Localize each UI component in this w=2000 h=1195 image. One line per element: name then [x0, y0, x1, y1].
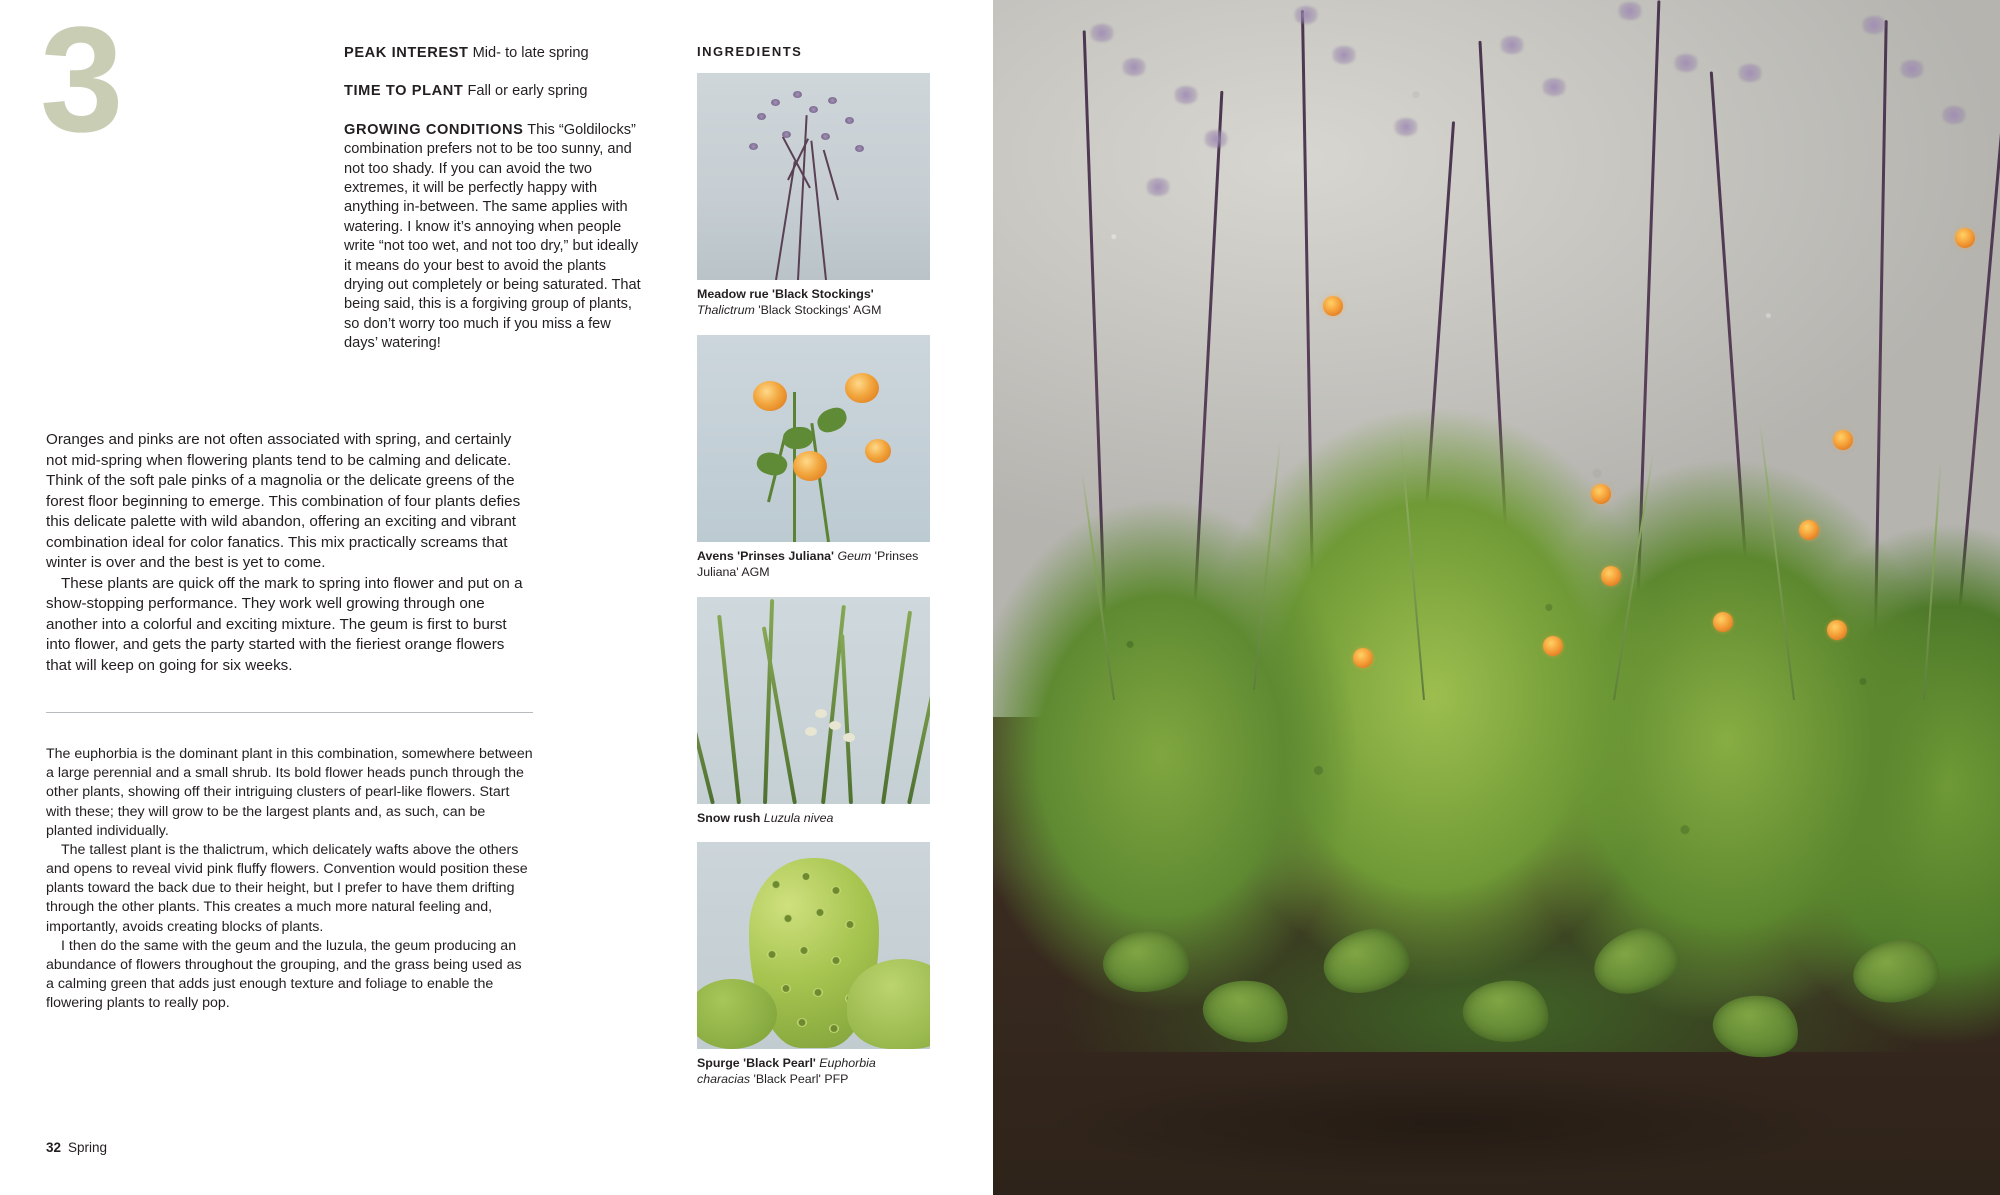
fact-value: This “Goldilocks” combination prefers not to be too sunny, and not too shady. If you can avoid the two extremes, it will be perfectly happy with anything in-between. The same applies with watering. I know it’s annoying when people write “not too wet, and not too dry,” but ideally it means do your best to avoid the plants drying out completely or being saturated. That being said, this is a forgiving group of plants, so don’t worry too much if you miss a few days’ watering! — [344, 121, 641, 352]
paragraph: The tallest plant is the thalictrum, which delicately wafts above the others and opens to reveal vivid pink fluffy flowers. Convention would position these plants toward the back due to their height, but I prefer to have them drifting through the other plants. This creates a much more natural feeling and, importantly, avoids creating blocks of plants. — [46, 841, 528, 935]
thalictrum-flower — [1121, 58, 1147, 76]
body-text-lower — [46, 745, 533, 1013]
thalictrum-flower — [1145, 178, 1171, 196]
body-text-upper — [46, 430, 533, 676]
ingredients-column — [697, 44, 930, 1104]
thalictrum-flower — [1203, 130, 1229, 148]
list-item — [697, 597, 930, 827]
plant-latin-name: Euphorbia characias — [697, 1056, 876, 1087]
thalictrum-flower — [1941, 106, 1967, 124]
geum-flower — [1591, 484, 1611, 504]
paragraph: I then do the same with the geum and the luzula, the geum producing an abundance of flowers throughout the grouping, and the grass being used as a calming green that adds just enough texture and foliage to enable the flowering plants to really pop. — [46, 937, 522, 1012]
list-item — [697, 842, 930, 1088]
thalictrum-flower — [1673, 54, 1699, 72]
ingredients-heading: INGREDIENTS — [697, 44, 803, 59]
geum-flower — [1799, 520, 1819, 540]
plant-latin-suffix: 'Prinses Juliana' AGM — [697, 548, 919, 579]
left-text-page — [0, 0, 993, 1195]
thalictrum-flower — [1737, 64, 1763, 82]
plant-common-name: Snow rush — [697, 810, 761, 825]
list-item-caption — [697, 287, 925, 319]
geum-flower — [1353, 648, 1373, 668]
plant-common-name: Avens 'Prinses Juliana' — [697, 548, 834, 563]
thalictrum-flower — [1541, 78, 1567, 96]
plant-latin-name: Luzula nivea — [763, 810, 834, 825]
thalictrum-flower — [1861, 16, 1887, 34]
fact-time-to-plant — [344, 82, 646, 101]
plant-latin-name: Geum — [837, 548, 872, 563]
thalictrum-flower — [1393, 118, 1419, 136]
paragraph: These plants are quick off the mark to spring into flower and put on a show-stopping performance. They work well growing through one another into a colorful and exciting mixture. The geum is first to burst into flower, and gets the party started with the fieriest orange flowers that will keep on going for six weeks. — [46, 574, 523, 674]
geum-flower — [1713, 612, 1733, 632]
fact-label: TIME TO PLANT — [344, 83, 464, 100]
fact-peak-interest — [344, 44, 646, 63]
thalictrum-flower — [1331, 46, 1357, 64]
thalictrum-flower — [1617, 2, 1643, 20]
page-folio — [46, 1140, 107, 1155]
list-item-caption — [697, 1056, 925, 1088]
list-item — [697, 73, 930, 319]
plant-latin-name: Thalictrum — [697, 302, 755, 317]
thalictrum-flower — [1173, 86, 1199, 104]
folio-page-number: 32 — [46, 1140, 62, 1155]
thalictrum-flower — [1899, 60, 1925, 78]
meadow-rue-photo — [697, 73, 930, 280]
list-item-caption — [697, 811, 925, 827]
plant-latin-suffix: 'Black Stockings' AGM — [754, 302, 882, 317]
thalictrum-flower — [1499, 36, 1525, 54]
folio-section-name: Spring — [68, 1140, 108, 1155]
geum-flower — [1827, 620, 1847, 640]
geum-flower — [1323, 296, 1343, 316]
list-item-caption — [697, 549, 925, 581]
thalictrum-flower — [1089, 24, 1115, 42]
spurge-photo — [697, 842, 930, 1049]
plant-latin-suffix: 'Black Pearl' PFP — [750, 1072, 849, 1087]
garden-border-photograph — [993, 0, 2000, 1195]
paragraph: The euphorbia is the dominant plant in this combination, somewhere between a large perennial and a small shrub. Its bold flower heads punch through the other plants, showing off their intriguing clusters of pearl-like flowers. Start with these; they will grow to be the largest plants and, as such, can be planted individually. — [46, 746, 533, 839]
plant-common-name: Meadow rue 'Black Stockings' — [697, 287, 874, 301]
fact-list — [344, 44, 646, 354]
geum-flower — [1601, 566, 1621, 586]
avens-photo — [697, 335, 930, 542]
fact-label: GROWING CONDITIONS — [344, 121, 524, 138]
geum-flower — [1833, 430, 1853, 450]
snow-rush-photo — [697, 597, 930, 804]
thalictrum-flower — [1293, 6, 1319, 24]
fact-growing-conditions — [344, 121, 646, 354]
paragraph: Oranges and pinks are not often associated with spring, and certainly not mid-spring when flowering plants tend to be calming and delicate. Think of the soft pale pinks of a magnolia or the delicate greens of the forest floor beginning to emerge. This combination of four plants defies this delicate palette with wild abandon, offering an exciting and vibrant combination ideal for color fanatics. This mix practically screams that winter is over and the best is yet to come. — [46, 431, 521, 572]
fact-value: Mid- to late spring — [472, 45, 589, 61]
geum-flower — [1543, 636, 1563, 656]
fact-value: Fall or early spring — [467, 83, 588, 100]
plant-common-name: Spurge 'Black Pearl' — [697, 1056, 816, 1071]
list-item — [697, 335, 930, 581]
combination-number: 3 — [40, 0, 120, 163]
fact-label: PEAK INTEREST — [344, 45, 469, 61]
geum-flower — [1955, 228, 1975, 248]
section-divider — [46, 712, 533, 713]
